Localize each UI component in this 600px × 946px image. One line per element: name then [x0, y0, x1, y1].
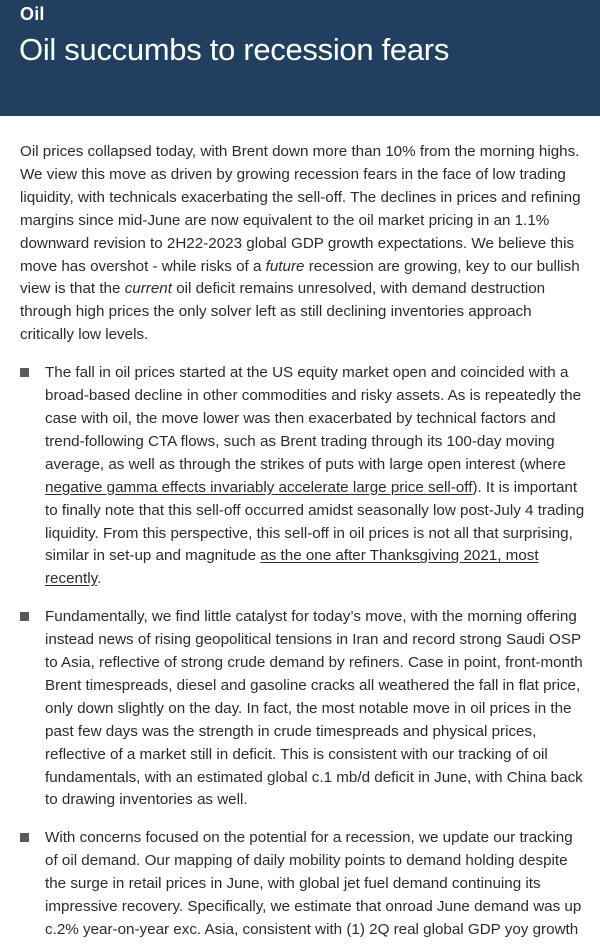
article-body: [0, 116, 600, 942]
list-item: [20, 606, 586, 812]
bullet-text: Fundamentally, we find little catalyst for today’s move, with the morning offering instead news of rising geopolitical tensions in Iran and record strong Saudi OSP to Asia, reflective of strong crude demand by refiners. Case in point, front-month Brent timespreads, diesel and gasoline cracks all weathered the fall in flat price, only down slightly on the day. In fact, the most notable move in oil prices in the past few days was the strength in crude timespreads and physical prices, reflective of a market still in deficit. This is consistent with our tracking of oil fundamentals, with an estimated global c.1 mb/d deficit in June, with China back to drawing inventories as well.: [45, 608, 583, 809]
intro-text-3: oil deficit remains unresolved, with demand destruction through high prices the only solver left as still declining inventories approach critically low levels.: [20, 280, 546, 344]
bullet-text: With concerns focused on the potential for a recession, we update our tracking of oil demand. Our mapping of daily mobility points to demand holding despite the surge in retail prices in June, with global jet fuel demand continuing its impressive recovery. Specifically, we estimate that onroad June demand was up c.2% year-on-year exc. Asia, consistent with (1) 2Q real global GDP yoy growth: [45, 829, 582, 938]
bullet-list: [20, 362, 586, 942]
square-bullet-icon: [20, 612, 29, 621]
list-item: [20, 827, 586, 942]
section-label: Oil: [20, 4, 45, 24]
bullet-text: ). It is important to finally note that this sell-off occurred amidst seasonally low post-July 4 trading liquidity. From this perspective, this sell-off in oil prices is not all that surprising, similar in set-up and magnitude: [45, 478, 585, 565]
bullet-text: The fall in oil prices started at the US equity market open and coincided with a broad-based decline in other commodities and risky assets. As is repeatedly the case with oil, the move lower was then exacerbated by technical factors and trend-following CTA flows, such as Brent trading through its 100-day moving average, as well as through the strikes of puts with large open interest (where: [45, 364, 582, 473]
gamma-effects-link[interactable]: negative gamma effects invariably accelerate large price sell-off: [45, 478, 473, 496]
intro-paragraph: [20, 141, 586, 347]
square-bullet-icon: [20, 833, 29, 842]
intro-emphasis-current: current: [124, 280, 172, 298]
square-bullet-icon: [20, 368, 29, 377]
header-banner: [0, 0, 600, 116]
intro-text-1: Oil prices collapsed today, with Brent down more than 10% from the morning highs. We view this move as driven by growing recession fears in the face of low trading liquidity, with technicals exacerbating the sell-off. The declines in prices and refining margins since mid-June are now equivalent to the oil market pricing in an 1.1% downward revision to 2H22-2023 global GDP growth expectations. We believe this move has overshot - while risks of a: [20, 143, 581, 275]
intro-text-2: recession are growing, key to our bullish view is that the: [20, 257, 580, 298]
page-title: Oil succumbs to recession fears: [19, 32, 450, 67]
intro-emphasis-future: future: [265, 257, 305, 275]
list-item: [20, 362, 586, 591]
bullet-text: .: [97, 570, 102, 588]
thanksgiving-2021-link[interactable]: as the one after Thanksgiving 2021, most recently: [45, 547, 539, 588]
